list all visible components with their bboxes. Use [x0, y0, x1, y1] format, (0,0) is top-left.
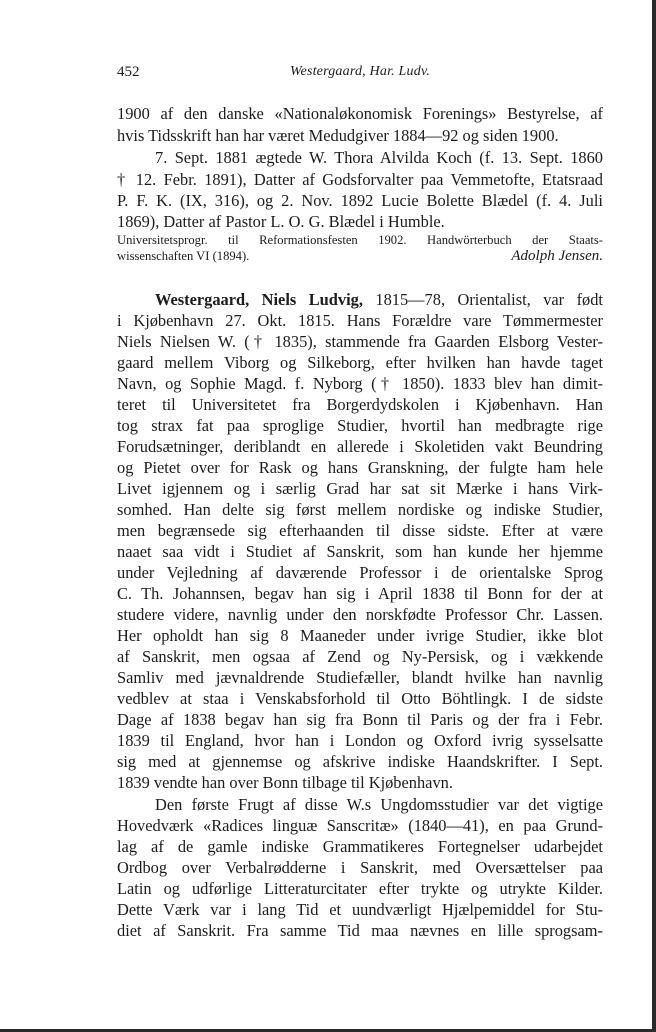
- text-line: 1839 vendte han over Bonn tilbage til Kjøbenhavn.: [117, 773, 453, 792]
- text-line: Navn, og Sophie Magd. f. Nyborg († 1850). 1833 blev han dimit-: [117, 374, 603, 393]
- text-line: Forudsætninger, deriblandt en allerede i Skoletiden vakt Beundring: [117, 437, 603, 456]
- text-line: men begrænsede sig efterhaanden til disse sidste. Efter at være: [117, 521, 603, 540]
- page-number: 452: [117, 64, 140, 80]
- text-line: af Sanskrit, men ogsaa af Zend og Ny-Persisk, og i vækkende: [117, 647, 603, 666]
- text-line: Ordbog over Verbalrødderne i Sanskrit, med Oversættelser paa: [117, 858, 603, 877]
- entry-heading: Westergaard, Niels Ludvig,: [155, 290, 363, 309]
- text-line: somhed. Han delte sig først mellem nordiske og indiske Studier,: [117, 500, 603, 519]
- text-line: 1839 til England, hvor han i London og Oxford ivrig sysselsatte: [117, 731, 603, 750]
- scan-edge-right: [652, 0, 656, 1032]
- text-line: studere videre, navnlig under den norskfødte Professor Chr. Lassen.: [117, 605, 603, 624]
- text-line: lag af de gamle indiske Grammatikeres Fortegnelser udarbejdet: [117, 837, 603, 856]
- text-line: i Kjøbenhavn 27. Okt. 1815. Hans Forældre vare Tømmermester: [117, 311, 603, 330]
- entry-first-line: [155, 290, 603, 310]
- text-line: 1900 af den danske «Nationaløkonomisk Forenings» Bestyrelse, af: [117, 104, 603, 123]
- text-line: og Pietet over for Rask og hans Granskning, der fulgte ham hele: [117, 458, 603, 477]
- text-line: C. Th. Johannsen, begav han sig i April 1838 til Bonn for der at: [117, 584, 603, 603]
- text-line: under Vejledning af daværende Professor i de orientalske Sprog: [117, 563, 603, 582]
- references-line: Universitetsprogr. til Reformationsfesten 1902. Handwörterbuch der Staats-: [117, 233, 603, 247]
- text-line: hvis Tidsskrift han har været Medudgiver 1884—92 og siden 1900.: [117, 126, 559, 145]
- text-line: P. F. K. (IX, 316), og 2. Nov. 1892 Lucie Bolette Blædel (f. 4. Juli: [117, 191, 603, 210]
- text-line: Den første Frugt af disse W.s Ungdomsstudier var det vigtige: [155, 795, 603, 814]
- text-line: sig med at gjennemse og afskrive indiske Haandskrifter. I Sept.: [117, 752, 603, 771]
- entry-first-line-text: 1815—78, Orientalist, var født: [375, 290, 603, 309]
- references-line: wissenschaften VI (1894).: [117, 249, 250, 263]
- text-line: gaard mellem Viborg og Silkeborg, efter hvilken han havde taget: [117, 353, 603, 372]
- text-line: Dage af 1838 begav han sig fra Bonn til Paris og der fra i Febr.: [117, 710, 603, 729]
- text-line: Dette Værk var i lang Tid et uundværligt Hjælpemiddel for Stu-: [117, 900, 603, 919]
- text-line: Niels Nielsen W. († 1835), stammende fra Gaarden Elsborg Vester-: [117, 332, 603, 351]
- text-line: 7. Sept. 1881 ægtede W. Thora Alvilda Koch (f. 13. Sept. 1860: [155, 148, 603, 167]
- author-signature: Adolph Jensen.: [511, 248, 603, 264]
- text-line: † 12. Febr. 1891), Datter af Godsforvalter paa Vemmetofte, Etatsraad: [117, 170, 603, 189]
- text-line: Her opholdt han sig 8 Maaneder under ivrige Studier, ikke blot: [117, 626, 603, 645]
- text-line: Livet igjennem og i særlig Grad har sat sit Mærke i hans Virk-: [117, 479, 603, 498]
- text-line: tog strax fat paa sproglige Studier, hvortil han medbragte rige: [117, 416, 603, 435]
- text-line: teret til Universitetet fra Borgerdydskolen i Kjøbenhavn. Han: [117, 395, 603, 414]
- running-head: Westergaard, Har. Ludv.: [289, 64, 431, 79]
- text-line: Samliv med jævnaldrende Studiefæller, blandt hvilke han navnlig: [117, 668, 603, 687]
- text-line: diet af Sanskrit. Fra samme Tid maa nævnes en lille sprogsam-: [117, 921, 603, 940]
- page-header: [117, 64, 603, 88]
- text-line: vedblev at staa i Venskabsforhold til Otto Böhtlingk. I de sidste: [117, 689, 603, 708]
- text-line: Hovedværk «Radices linguæ Sanscritæ» (1840—41), en paa Grund-: [117, 816, 603, 835]
- text-line: 1869), Datter af Pastor L. O. G. Blædel i Humble.: [117, 212, 445, 231]
- text-line: naaet saa vidt i Studiet af Sanskrit, som han kunde her hjemme: [117, 542, 603, 561]
- text-line: Latin og udførlige Litteraturcitater efter trykte og utrykte Kilder.: [117, 879, 603, 898]
